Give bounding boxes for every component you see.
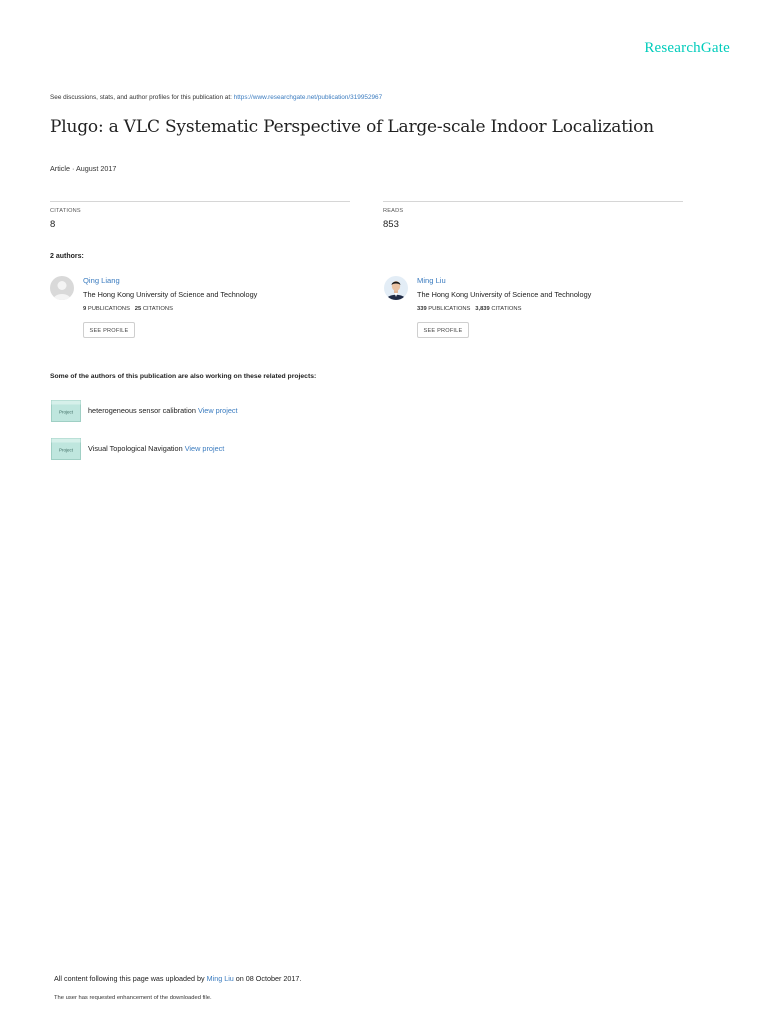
project-icon-label: Project: [58, 409, 74, 415]
article-title: Plugo: a VLC Systematic Perspective of Large-scale Indoor Localization: [50, 117, 654, 137]
authors-heading: 2 authors:: [50, 253, 84, 260]
publications-label: PUBLICATIONS: [428, 306, 471, 312]
discussion-text: See discussions, stats, and author profiles for this publication at:: [50, 94, 234, 101]
author-affiliation: The Hong Kong University of Science and Technology: [417, 290, 592, 299]
uploader-link[interactable]: Ming Liu: [206, 974, 234, 983]
view-project-link[interactable]: View project: [197, 406, 238, 415]
author-stats: [83, 306, 173, 312]
author-stats: [417, 306, 521, 312]
upload-note: [54, 974, 301, 983]
reads-divider: [383, 201, 683, 202]
publication-url-link[interactable]: https://www.researchgate.net/publication/319952967: [233, 94, 383, 101]
project-folder-icon: [51, 438, 81, 460]
author-name-ming-liu[interactable]: Ming Liu: [417, 276, 446, 285]
project-folder-icon: [51, 400, 81, 422]
project-item: [88, 444, 224, 453]
researchgate-logo[interactable]: ResearchGate: [644, 40, 730, 56]
project-icon-label: Project: [58, 447, 74, 453]
projects-heading: Some of the authors of this publication are also working on these related projects:: [50, 373, 317, 380]
publications-count: 339: [417, 306, 427, 312]
upload-suffix: on 08 October 2017.: [233, 974, 302, 983]
citations-label: CITATIONS: [50, 208, 81, 214]
photo-avatar-icon[interactable]: [384, 276, 408, 300]
view-project-link[interactable]: View project: [184, 444, 225, 453]
see-profile-button[interactable]: SEE PROFILE: [417, 322, 469, 338]
project-name: Visual Topological Navigation: [88, 444, 183, 453]
enhancement-note: The user has requested enhancement of the downloaded file.: [54, 995, 212, 1001]
citations-value: 8: [50, 219, 56, 230]
see-profile-button[interactable]: SEE PROFILE: [83, 322, 135, 338]
reads-label: READS: [383, 208, 404, 214]
citations-label: CITATIONS: [142, 306, 173, 312]
project-item: [88, 406, 238, 415]
upload-prefix: All content following this page was uploaded by: [54, 974, 207, 983]
publications-label: PUBLICATIONS: [87, 306, 130, 312]
author-affiliation: The Hong Kong University of Science and Technology: [83, 290, 258, 299]
citations-divider: [50, 201, 350, 202]
publications-count: 9: [83, 306, 87, 312]
default-avatar-icon[interactable]: [50, 276, 74, 300]
citations-count: 25: [134, 306, 142, 312]
citations-label: CITATIONS: [491, 306, 522, 312]
article-meta: Article · August 2017: [50, 164, 117, 173]
project-name: heterogeneous sensor calibration: [88, 406, 196, 415]
author-name-qing-liang[interactable]: Qing Liang: [83, 276, 120, 285]
discussion-line: [50, 94, 382, 101]
reads-value: 853: [383, 219, 399, 230]
citations-count: 3,839: [475, 306, 490, 312]
